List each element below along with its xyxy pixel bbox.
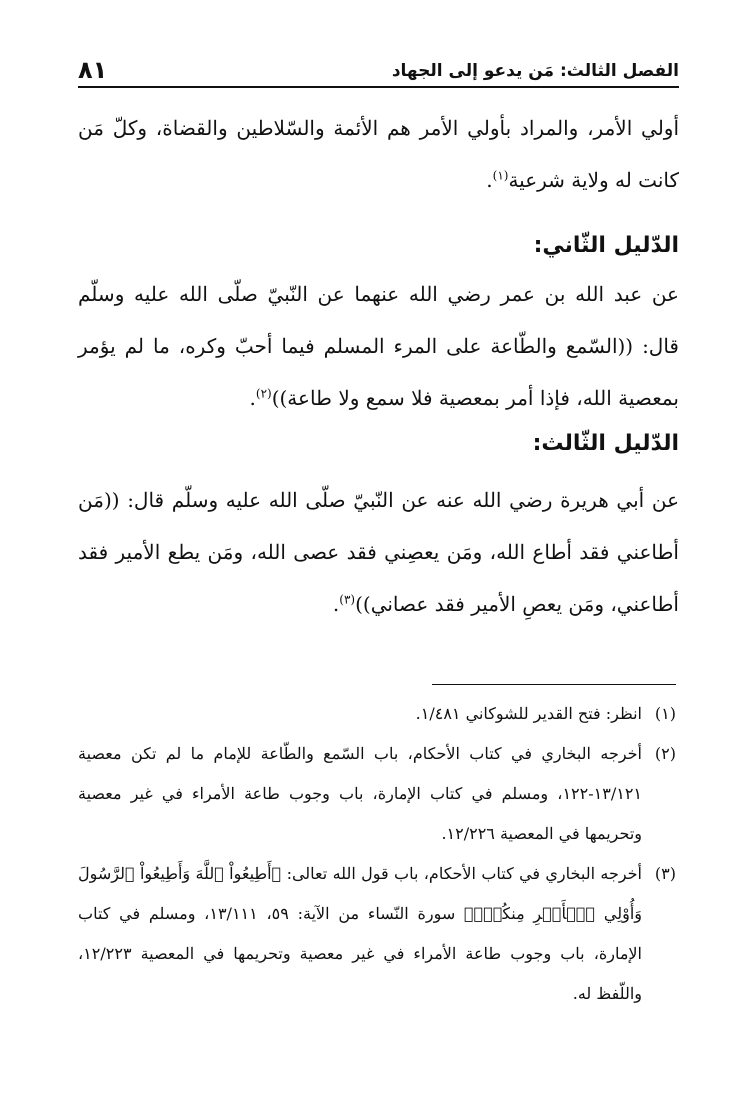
footnote-3-text: أخرجه البخاري في كتاب الأحكام، باب قول الله تعالى: ﴿أَطِيعُواْ ٱللَّهَ وَأَطِيعُواْ ٱلرَّسُولَ وَأُوْلِي ٱلۡأَمۡرِ مِنكُمۡۖ﴾ سورة النّساء من الآية: ٥٩، ١٣/١١١، ومسلم في كتاب الإمارة، باب وجوب طاعة الأمراء في غير معصية وتحريمها في المعصية ١٢/٢٢٣، واللّفظ له. [78,864,643,1003]
footnote-1-text: انظر: فتح القدير للشوكاني ١/٤٨١. [415,704,642,723]
footnote-1-number: (١) [654,704,676,723]
footnote-3 [78,854,676,1014]
paragraph-2 [78,268,679,424]
footnote-2-number: (٢) [654,744,676,763]
footnote-ref-1: (١) [492,168,509,183]
main-text [78,98,679,616]
paragraph-2-end: . [249,386,256,410]
footnotes [78,694,676,1014]
paragraph-1 [78,102,679,206]
footnote-ref-2: (٢) [255,386,272,401]
footnote-3-number: (٣) [654,864,676,883]
footnote-ref-3: (٣) [339,592,356,607]
paragraph-2-text: عن عبد الله بن عمر رضي الله عنهما عن النّبيّ صلّى الله عليه وسلّم قال: ((السّمع والطّاعة على المرء المسلم فيما أحبّ وكره، ما لم يؤمر بمعصية الله، فإذا أمر بمعصية فلا سمع ولا طاعة)) [78,282,679,410]
footnote-1 [78,694,676,734]
paragraph-3 [78,474,679,630]
heading-second-evidence: الدّليل الثّاني: [533,233,679,258]
footnote-2-text: أخرجه البخاري في كتاب الأحكام، باب السّمع والطّاعة للإمام ما لم تكن معصية ١٣/١٢١-١٢٢، ومسلم في كتاب الإمارة، باب وجوب طاعة الأمراء في غير معصية وتحريمها في المعصية ١٢/٢٢٦. [78,744,642,843]
heading-third-evidence: الدّليل الثّالث: [532,431,679,456]
running-header [78,52,679,88]
paragraph-1-end: . [486,168,493,192]
paragraph-1-text: أولي الأمر، والمراد بأولي الأمر هم الأئمة والسّلاطين والقضاة، وكلّ مَن كانت له ولاية شرعية [78,116,679,192]
paragraph-3-end: . [332,592,340,616]
footnote-2 [78,734,676,854]
paragraph-3-text: عن أبي هريرة رضي الله عنه عن النّبيّ صلّى الله عليه وسلّم قال: ((مَن أطاعني فقد أطاع الله، ومَن يعصِني فقد عصى الله، ومَن يطع الأمير فقد أطاعني، ومَن يعصِ الأمير فقد عصاني)) [78,488,679,616]
page-number: ٨١ [78,56,108,84]
chapter-title: الفصل الثالث: مَن يدعو إلى الجهاد [391,61,679,81]
footnote-separator [432,684,676,685]
